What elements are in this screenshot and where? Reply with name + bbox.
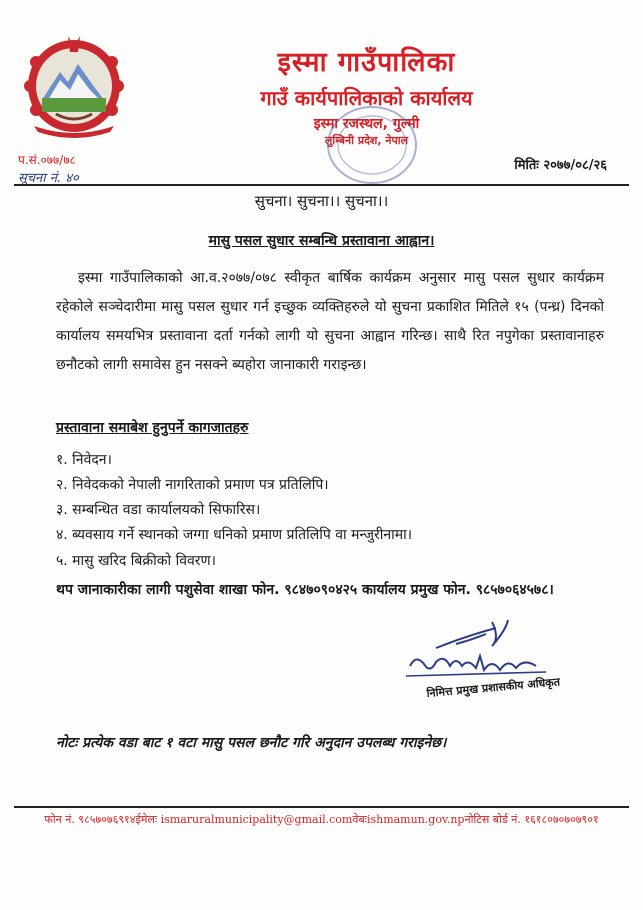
- letterhead-province: लुम्बिनी प्रदेश, नेपाल: [324, 134, 409, 147]
- letterhead-title: इस्मा गाउँपालिका: [277, 47, 456, 78]
- signatory-title: निमित्त प्रमुख प्रशासकीय अधिकृत: [426, 675, 561, 700]
- notice-number: सूचना नं. ४०: [18, 171, 79, 186]
- notice-subject: मासु पसल सुधार सम्बन्धि प्रस्तावाना आह्वान।: [208, 233, 435, 249]
- document-item: ३. सम्बन्धित वडा कार्यालयको सिफारिस।: [56, 502, 261, 518]
- documents-heading: प्रस्तावाना समाबेश हुनुपर्ने कागजातहरु: [56, 420, 249, 436]
- notice-date: मितिः २०७७/०८/२६: [514, 158, 607, 173]
- notice-body: इस्मा गाउँपालिकाको आ.व.२०७७/०७८ स्वीकृत बार्षिक कार्यक्रम अनुसार मासु पसल सुधार कार्यक्रम रहेकोले सञ्चेदारीमा मासु पसल सुधार गर्न इच्छुक व्यक्तिहरुले यो सुचना प्रकाशित मितिले १५ (पन्ध्र) दिनको कार्यालय समयभित्र प्रस्तावाना दर्ता गर्नको लागी यो सुचना आह्वान गरिन्छ। साथै रित नपुगेका प्रस्तावानाहरु छनौटको लागी समावेस हुन नसक्ने ब्यहोरा जानाकारी गराइन्छ।: [56, 270, 604, 373]
- document-item: १. निवेदन।: [56, 452, 112, 468]
- document-item: ५. मासु खरिद बिक्रीको विवरण।: [56, 553, 216, 569]
- document-item: ४. ब्यवसाय गर्ने स्थानको जग्गा धनिको प्रमाण प्रतिलिपि वा मन्जुरीनामा।: [56, 527, 413, 543]
- contact-info: थप जानाकारीका लागी पशुसेवा शाखा फोन. ९८४७०९०४२५ कार्यालय प्रमुख फोन. ९८५७०६४५७८।: [56, 582, 554, 598]
- signature-icon: [396, 618, 576, 680]
- footer-contact: फोन नं. ९८५७०७६९१४ईमेलः ismaruralmunicipality@gmail.comवेबःishmamun.gov.npनोटिस बोर्ड नं. १६१८०७०७०७९०१: [44, 813, 599, 826]
- footer-divider: [14, 806, 629, 808]
- header-divider: [14, 184, 629, 186]
- letterhead-address: इस्मा रजस्थल, गुल्मी: [313, 116, 420, 132]
- notice-note: नोटः प्रत्येक वडा बाट १ वटा मासु पसल छनौट गरि अनुदान उपलब्ध गराइनेछ।: [56, 735, 447, 751]
- document-item: २. निवेदकको नेपाली नागरिताको प्रमाण पत्र प्रतिलिपि।: [56, 477, 329, 493]
- reference-number: प.सं.०७७/७८: [18, 153, 76, 167]
- letterhead-subtitle: गाउँ कार्यपालिकाको कार्यालय: [260, 86, 473, 110]
- office-stamp-icon: [318, 100, 426, 190]
- notice-caption: सुचना। सुचना।। सुचना।।: [254, 192, 389, 210]
